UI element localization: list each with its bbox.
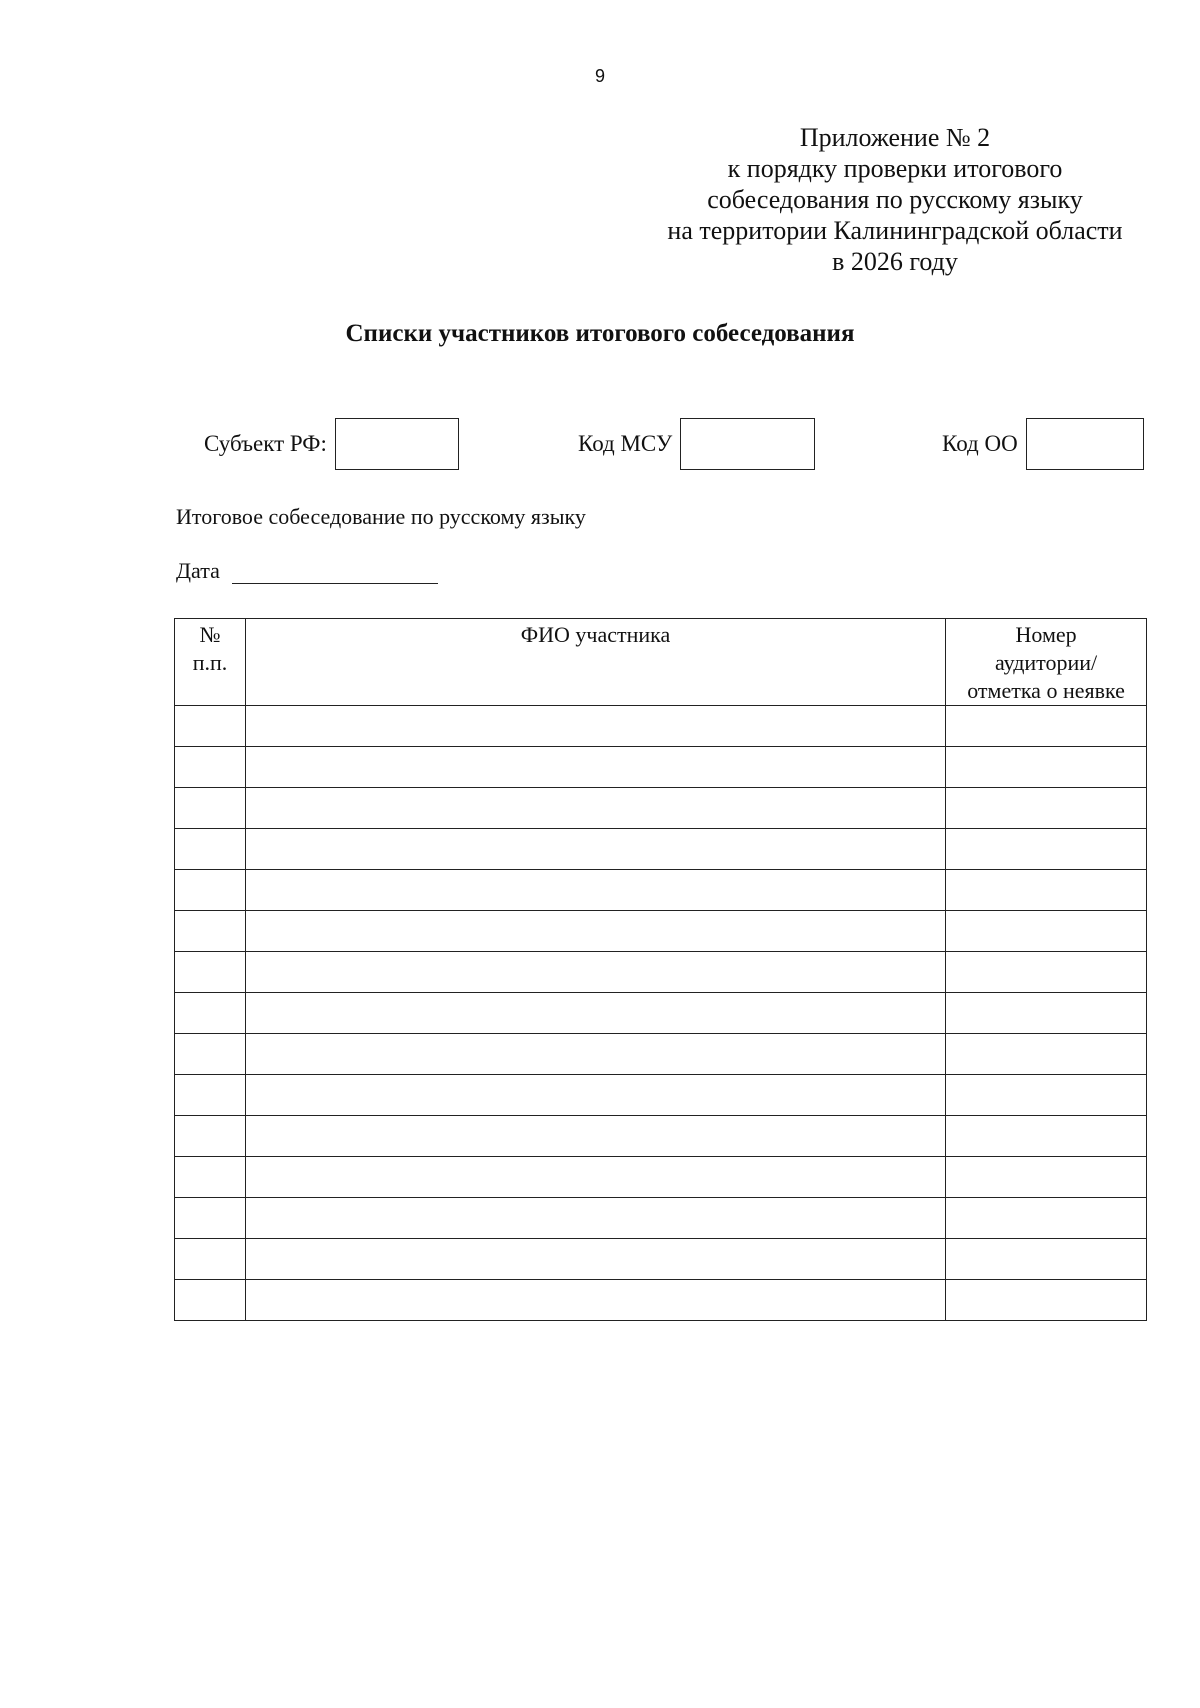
cell-room[interactable] (946, 1075, 1147, 1116)
cell-number[interactable] (175, 1280, 246, 1321)
cell-name[interactable] (245, 870, 945, 911)
table-row (175, 788, 1147, 829)
cell-room[interactable] (946, 993, 1147, 1034)
table-row (175, 1280, 1147, 1321)
cell-number[interactable] (175, 1157, 246, 1198)
table-row (175, 1239, 1147, 1280)
header-room-line: аудитории/ (994, 650, 1098, 675)
page-number: 9 (594, 66, 605, 86)
table-row (175, 993, 1147, 1034)
cell-name[interactable] (245, 747, 945, 788)
table-row (175, 829, 1147, 870)
cell-name[interactable] (245, 1157, 945, 1198)
cell-number[interactable] (175, 788, 246, 829)
cell-name[interactable] (245, 788, 945, 829)
msu-field (578, 418, 815, 470)
cell-number[interactable] (175, 911, 246, 952)
appendix-line: к порядку проверки итогового (727, 154, 1063, 183)
cell-name[interactable] (245, 1280, 945, 1321)
subject-code-box[interactable] (335, 418, 459, 470)
table-row (175, 1198, 1147, 1239)
document-title: Списки участников итогового собеседования (345, 320, 855, 347)
cell-room[interactable] (946, 1034, 1147, 1075)
cell-room[interactable] (946, 788, 1147, 829)
cell-number[interactable] (175, 829, 246, 870)
oo-code-box[interactable] (1026, 418, 1144, 470)
cell-name[interactable] (245, 952, 945, 993)
date-label: Дата (176, 558, 220, 583)
header-room-line: Номер (1015, 622, 1077, 647)
cell-name[interactable] (245, 1116, 945, 1157)
cell-number[interactable] (175, 1198, 246, 1239)
cell-number[interactable] (175, 1239, 246, 1280)
date-input-line[interactable] (232, 561, 438, 584)
header-name-text: ФИО участника (520, 622, 671, 647)
table-body (175, 706, 1147, 1321)
cell-number[interactable] (175, 952, 246, 993)
subject-field (204, 418, 459, 470)
header-number-line: п.п. (192, 650, 228, 675)
msu-code-box[interactable] (680, 418, 815, 470)
cell-room[interactable] (946, 829, 1147, 870)
table-row (175, 870, 1147, 911)
cell-number[interactable] (175, 1116, 246, 1157)
cell-room[interactable] (946, 911, 1147, 952)
oo-field (942, 418, 1144, 470)
cell-name[interactable] (245, 1075, 945, 1116)
cell-room[interactable] (946, 747, 1147, 788)
cell-room[interactable] (946, 1239, 1147, 1280)
table-row (175, 747, 1147, 788)
cell-room[interactable] (946, 1280, 1147, 1321)
cell-name[interactable] (245, 993, 945, 1034)
participants-table (174, 618, 1147, 1321)
table-row (175, 1075, 1147, 1116)
cell-number[interactable] (175, 870, 246, 911)
cell-name[interactable] (245, 829, 945, 870)
cell-name[interactable] (245, 1198, 945, 1239)
appendix-line: на территории Калининградской области (667, 216, 1123, 245)
table-row (175, 952, 1147, 993)
cell-number[interactable] (175, 1034, 246, 1075)
cell-name[interactable] (245, 1034, 945, 1075)
cell-number[interactable] (175, 1075, 246, 1116)
header-room (946, 619, 1147, 706)
cell-name[interactable] (245, 911, 945, 952)
oo-label: Код ОО (942, 431, 1018, 456)
header-number (175, 619, 246, 706)
header-room-line: отметка о неявке (967, 678, 1125, 703)
table-row (175, 706, 1147, 747)
subject-label: Субъект РФ: (204, 431, 327, 456)
cell-number[interactable] (175, 993, 246, 1034)
date-row (176, 558, 438, 584)
appendix-header (620, 122, 1170, 277)
table-row (175, 1157, 1147, 1198)
cell-room[interactable] (946, 1116, 1147, 1157)
table-header-row (175, 619, 1147, 706)
table-row (175, 911, 1147, 952)
cell-room[interactable] (946, 1198, 1147, 1239)
cell-room[interactable] (946, 870, 1147, 911)
cell-name[interactable] (245, 706, 945, 747)
cell-number[interactable] (175, 747, 246, 788)
cell-room[interactable] (946, 952, 1147, 993)
header-number-line: № (199, 622, 221, 647)
table-row (175, 1034, 1147, 1075)
cell-room[interactable] (946, 706, 1147, 747)
appendix-line: Приложение № 2 (799, 123, 991, 152)
table-row (175, 1116, 1147, 1157)
msu-label: Код МСУ (578, 431, 673, 456)
header-name (245, 619, 945, 706)
appendix-line: в 2026 году (832, 247, 958, 276)
cell-name[interactable] (245, 1239, 945, 1280)
cell-room[interactable] (946, 1157, 1147, 1198)
cell-number[interactable] (175, 706, 246, 747)
appendix-line: собеседования по русскому языку (707, 185, 1083, 214)
exam-name: Итоговое собеседование по русскому языку (176, 504, 586, 529)
